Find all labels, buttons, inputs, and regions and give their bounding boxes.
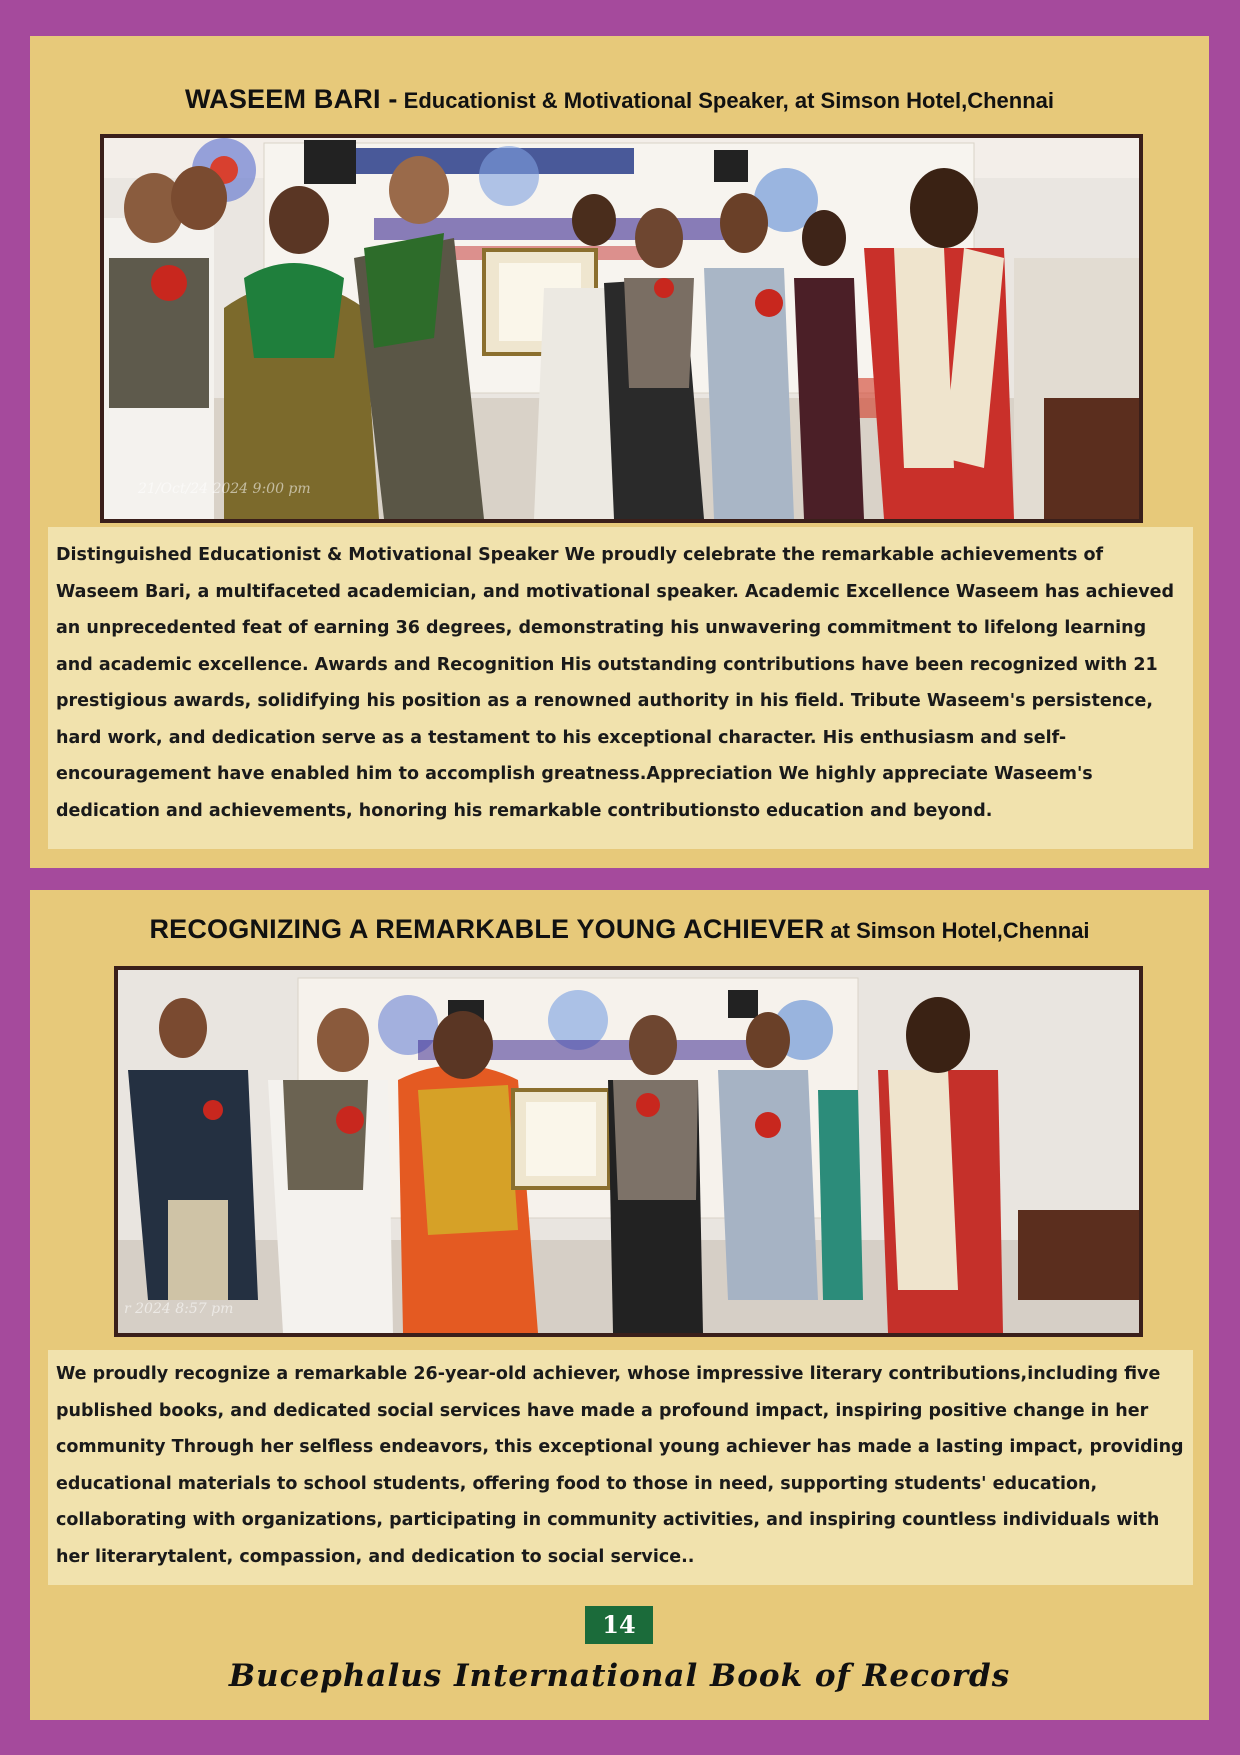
publication-title: Bucephalus International Book of Records xyxy=(228,1658,1011,1694)
award-panel-young-achiever xyxy=(30,890,1209,1720)
page-number-badge: 14 xyxy=(585,1606,653,1644)
ceremony-photo xyxy=(100,134,1143,523)
section-heading xyxy=(30,84,1209,115)
heading-main: RECOGNIZING A REMARKABLE YOUNG ACHIEVER xyxy=(149,914,825,944)
heading-subtitle: Educationist & Motivational Speaker, at Simson Hotel,Chennai xyxy=(397,88,1055,113)
ceremony-photo xyxy=(114,966,1143,1337)
heading-main: WASEEM BARI - xyxy=(184,84,398,114)
heading-subtitle: at Simson Hotel,Chennai xyxy=(824,918,1090,943)
award-panel-waseem-bari xyxy=(30,36,1209,868)
photo-timestamp: r 2024 8:57 pm xyxy=(124,1301,234,1317)
award-ceremony-photo-illustration xyxy=(118,970,1139,1333)
achievement-description: We proudly recognize a remarkable 26-year-old achiever, whose impressive literary contributions,including five published books, and dedicated social services have made a profound impact, inspiring positive change in her community Through her selfless endeavors, this exceptional young achiever has made a lasting impact, providing educational materials to school students, offering food to those in need, supporting students' education, collaborating with organizations, participating in community activities, and inspiring countless individuals with her literarytalent, compassion, and dedication to social service.. xyxy=(48,1350,1193,1585)
photo-timestamp: 21/Oct/24 2024 9:00 pm xyxy=(138,481,311,497)
section-heading xyxy=(30,914,1209,945)
award-ceremony-photo-illustration xyxy=(104,138,1139,519)
achievement-description: Distinguished Educationist & Motivational Speaker We proudly celebrate the remarkable achievements of Waseem Bari, a multifaceted academician, and motivational speaker. Academic Excellence Waseem has achieved an unprecedented feat of earning 36 degrees, demonstrating his unwavering commitment to lifelong learning and academic excellence. Awards and Recognition His outstanding contributions have been recognized with 21 prestigious awards, solidifying his position as a renowned authority in his field. Tribute Waseem's persistence, hard work, and dedication serve as a testament to his exceptional character. His enthusiasm and self-encouragement have enabled him to accomplish greatness.Appreciation We highly appreciate Waseem's dedication and achievements, honoring his remarkable contributionsto education and beyond. xyxy=(48,527,1193,849)
